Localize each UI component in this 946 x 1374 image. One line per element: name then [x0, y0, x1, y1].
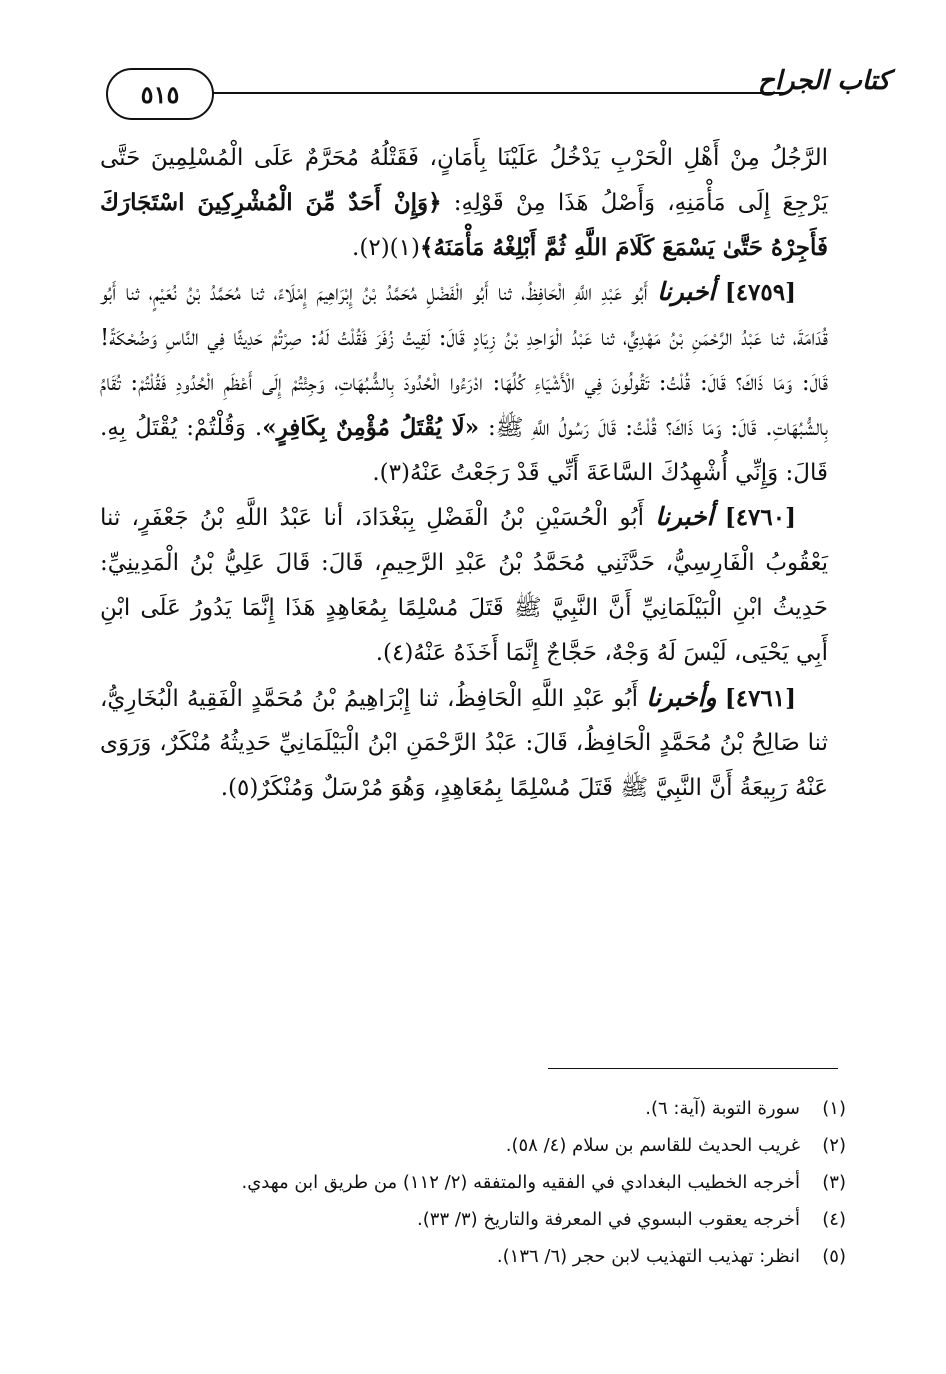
quran-verse: ﴿وَإِنْ أَحَدٌ مِّنَ الْمُشْرِكِينَ اسْتَجَارَكَ فَأَجِرْهُ حَتَّىٰ يَسْمَعَ كَلَامَ اللَّهِ ثُمَّ أَبْلِغْهُ مَأْمَنَهُ﴾ [100, 188, 828, 261]
footnote-text: أخرجه يعقوب البسوي في المعرفة والتاريخ (٣/ ٣٣). [417, 1209, 800, 1230]
footnote-markers: (١)(٢). [352, 234, 420, 261]
page-number: ٥١٥ [106, 68, 214, 120]
footnote-separator [548, 1068, 838, 1069]
prophetic-quote: «لَا يُقْتَلُ مُؤْمِنٌ بِكَافِرٍ» [262, 413, 480, 441]
footnotes [100, 1090, 846, 1275]
footnote-5 [100, 1238, 846, 1275]
narration-keyword: وأخبرنا [646, 682, 717, 712]
footnote-number: (٣) [822, 1172, 846, 1193]
page-header [100, 60, 890, 130]
footnote-number: (٢) [822, 1135, 846, 1156]
book-title: كتاب الجراح [758, 66, 890, 96]
footnote-number: (٤) [822, 1209, 846, 1230]
footnote-number: (٥) [822, 1246, 846, 1267]
narration-keyword: أخبرنا [657, 277, 716, 307]
hadith-text: أَبُو عَبْدِ اللَّهِ الْحَافِظُ، ثنا إِبْرَاهِيمُ بْنُ مُحَمَّدٍ الْفَقِيهُ الْبُخَارِيُّ، ثنا صَالِحُ بْنُ مُحَمَّدٍ الْحَافِظُ، قَالَ: عَبْدُ الرَّحْمَنِ ابْنُ الْبَيْلَمَانِيِّ حَدِيثُهُ مُنْكَرٌ، وَرَوَى عَنْهُ رَبِيعَةُ أَنَّ النَّبِيَّ ﷺ قَتَلَ مُسْلِمًا بِمُعَاهِدٍ، وَهُوَ مُرْسَلٌ وَمُنْكَرٌ(٥). [100, 685, 828, 802]
footnote-text: غريب الحديث للقاسم بن سلام (٤/ ٥٨). [505, 1135, 800, 1156]
footnote-3 [100, 1164, 846, 1201]
hadith-4761 [100, 676, 828, 811]
footnote-4 [100, 1201, 846, 1238]
paragraph-1 [100, 136, 828, 270]
hadith-4760 [100, 495, 828, 675]
hadith-number: [٤٧٥٩] [724, 279, 797, 307]
main-text [100, 136, 828, 811]
footnote-text: انظر: تهذيب التهذيب لابن حجر (٦/ ١٣٦). [496, 1246, 800, 1267]
footnote-2 [100, 1127, 846, 1164]
footnote-text: أخرجه الخطيب البغدادي في الفقيه والمتفقه (٢/ ١١٢) من طريق ابن مهدي. [241, 1172, 800, 1193]
hadith-number: [٤٧٦١] [724, 684, 797, 712]
hadith-number: [٤٧٦٠] [724, 504, 797, 532]
hadith-4759 [100, 270, 828, 495]
header-rule [212, 92, 786, 94]
hadith-text-end: . وَقُلْتُمْ: يُقْتَلُ بِهِ. قَالَ: وَإِنِّي أُشْهِدُكَ السَّاعَةَ أَنِّي قَدْ رَجَعْتُ عَنْهُ(٣). [100, 414, 828, 486]
footnote-1 [100, 1090, 846, 1127]
footnote-number: (١) [822, 1098, 846, 1119]
narration-keyword: أخبرنا [655, 502, 714, 532]
hadith-text: أَبُو عَبْدِ اللَّهِ الْحَافِظُ، ثنا أَبُو الْفَضْلِ مُحَمَّدُ بْنُ إِبْرَاهِيمَ إِمْلَاءً، ثنا مُحَمَّدُ بْنُ نُعَيْمٍ، ثنا أَبُو قُدَامَةَ، ثنا عَبْدُ الرَّحْمَنِ بْنُ مَهْدِيٍّ، ثنا عَبْدُ الْوَاحِدِ بْنُ زِيَادٍ قَالَ: لَقِيتُ زُفَرَ فَقُلْتُ لَهُ: صِرْتُمْ حَدِيثًا فِي النَّاسِ وَضُحْكَةً! قَالَ: وَمَا ذَاكَ؟ قَالَ: قُلْتُ: تَقُولُونَ فِي الْأَشْيَاءِ كُلِّهَا: ادْرَءُوا الْحُدُودَ بِالشُّبُهَاتِ، وَجِئْتُمْ إِلَى أَعْظَمِ الْحُدُودِ فَقُلْتُمْ: تُقَامُ بِالشُّبُهَاتِ. قَالَ: وَمَا ذَاكَ؟ قُلْتُ: قَالَ رَسُولُ اللَّهِ ﷺ: [100, 280, 828, 441]
hadith-text: أَبُو الْحُسَيْنِ بْنُ الْفَضْلِ بِبَغْدَادَ، أنا عَبْدُ اللَّهِ بْنُ جَعْفَرٍ، ثنا يَعْقُوبُ الْفَارِسِيُّ، حَدَّثَنِي مُحَمَّدُ بْنُ عَبْدِ الرَّحِيمِ، قَالَ: قَالَ عَلِيُّ بْنُ الْمَدِينِيِّ: حَدِيثُ ابْنِ الْبَيْلَمَانِيِّ أَنَّ النَّبِيَّ ﷺ قَتَلَ مُسْلِمًا بِمُعَاهِدٍ هَذَا إِنَّمَا يَدُورُ عَلَى ابْنِ أَبِي يَحْيَى، لَيْسَ لَهُ وَجْهٌ، حَجَّاجٌ إِنَّمَا أَخَذَهُ عَنْهُ(٤). [100, 505, 828, 666]
paragraph-1-text: الرَّجُلُ مِنْ أَهْلِ الْحَرْبِ يَدْخُلُ عَلَيْنَا بِأَمَانٍ، فَقَتْلُهُ مُحَرَّمٌ عَلَى الْمُسْلِمِينَ حَتَّى يَرْجِعَ إِلَى مَأْمَنِهِ، وَأَصْلُ هَذَا مِنْ قَوْلِهِ: [100, 145, 828, 216]
footnote-text: سورة التوبة (آية: ٦). [645, 1098, 800, 1119]
